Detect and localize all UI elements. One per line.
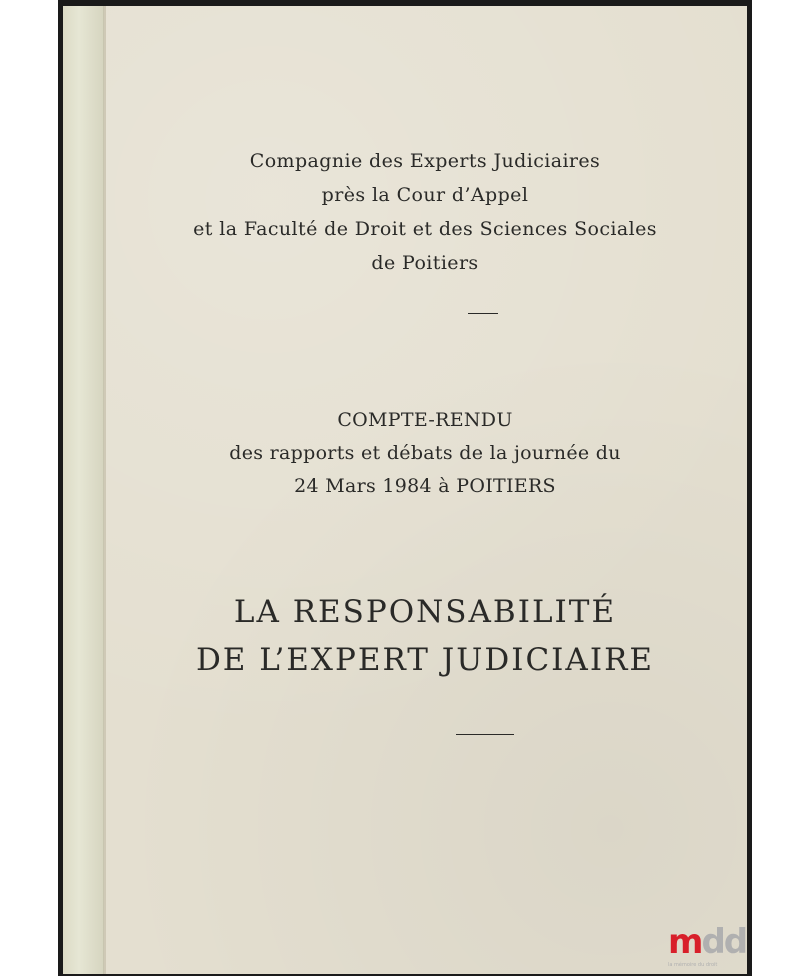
organization-block — [103, 144, 747, 280]
book-title — [103, 588, 747, 684]
logo-letters: dd — [701, 922, 747, 962]
logo-tagline: la mémoire du droit — [668, 962, 718, 968]
report-date-line: 24 Mars 1984 à POITIERS — [294, 475, 556, 497]
report-line: des rapports et débats de la journée du — [229, 442, 621, 464]
organization-line: et la Faculté de Droit et des Sciences Sociales — [193, 218, 657, 240]
cover-spine — [63, 6, 104, 974]
title-line: LA RESPONSABILITÉ — [233, 594, 617, 630]
report-block — [103, 404, 747, 503]
organization-line: près la Cour d’Appel — [321, 184, 529, 206]
organization-line: de Poitiers — [371, 252, 479, 274]
organization-line: Compagnie des Experts Judiciaires — [249, 150, 601, 172]
title-line: DE L’EXPERT JUDICIAIRE — [195, 642, 655, 678]
report-heading: COMPTE-RENDU — [337, 409, 513, 431]
separator-dash — [456, 734, 514, 735]
book-cover — [63, 6, 747, 974]
logo-letter: m — [668, 922, 702, 962]
separator-dash — [468, 313, 498, 314]
mdd-logo — [668, 924, 746, 960]
